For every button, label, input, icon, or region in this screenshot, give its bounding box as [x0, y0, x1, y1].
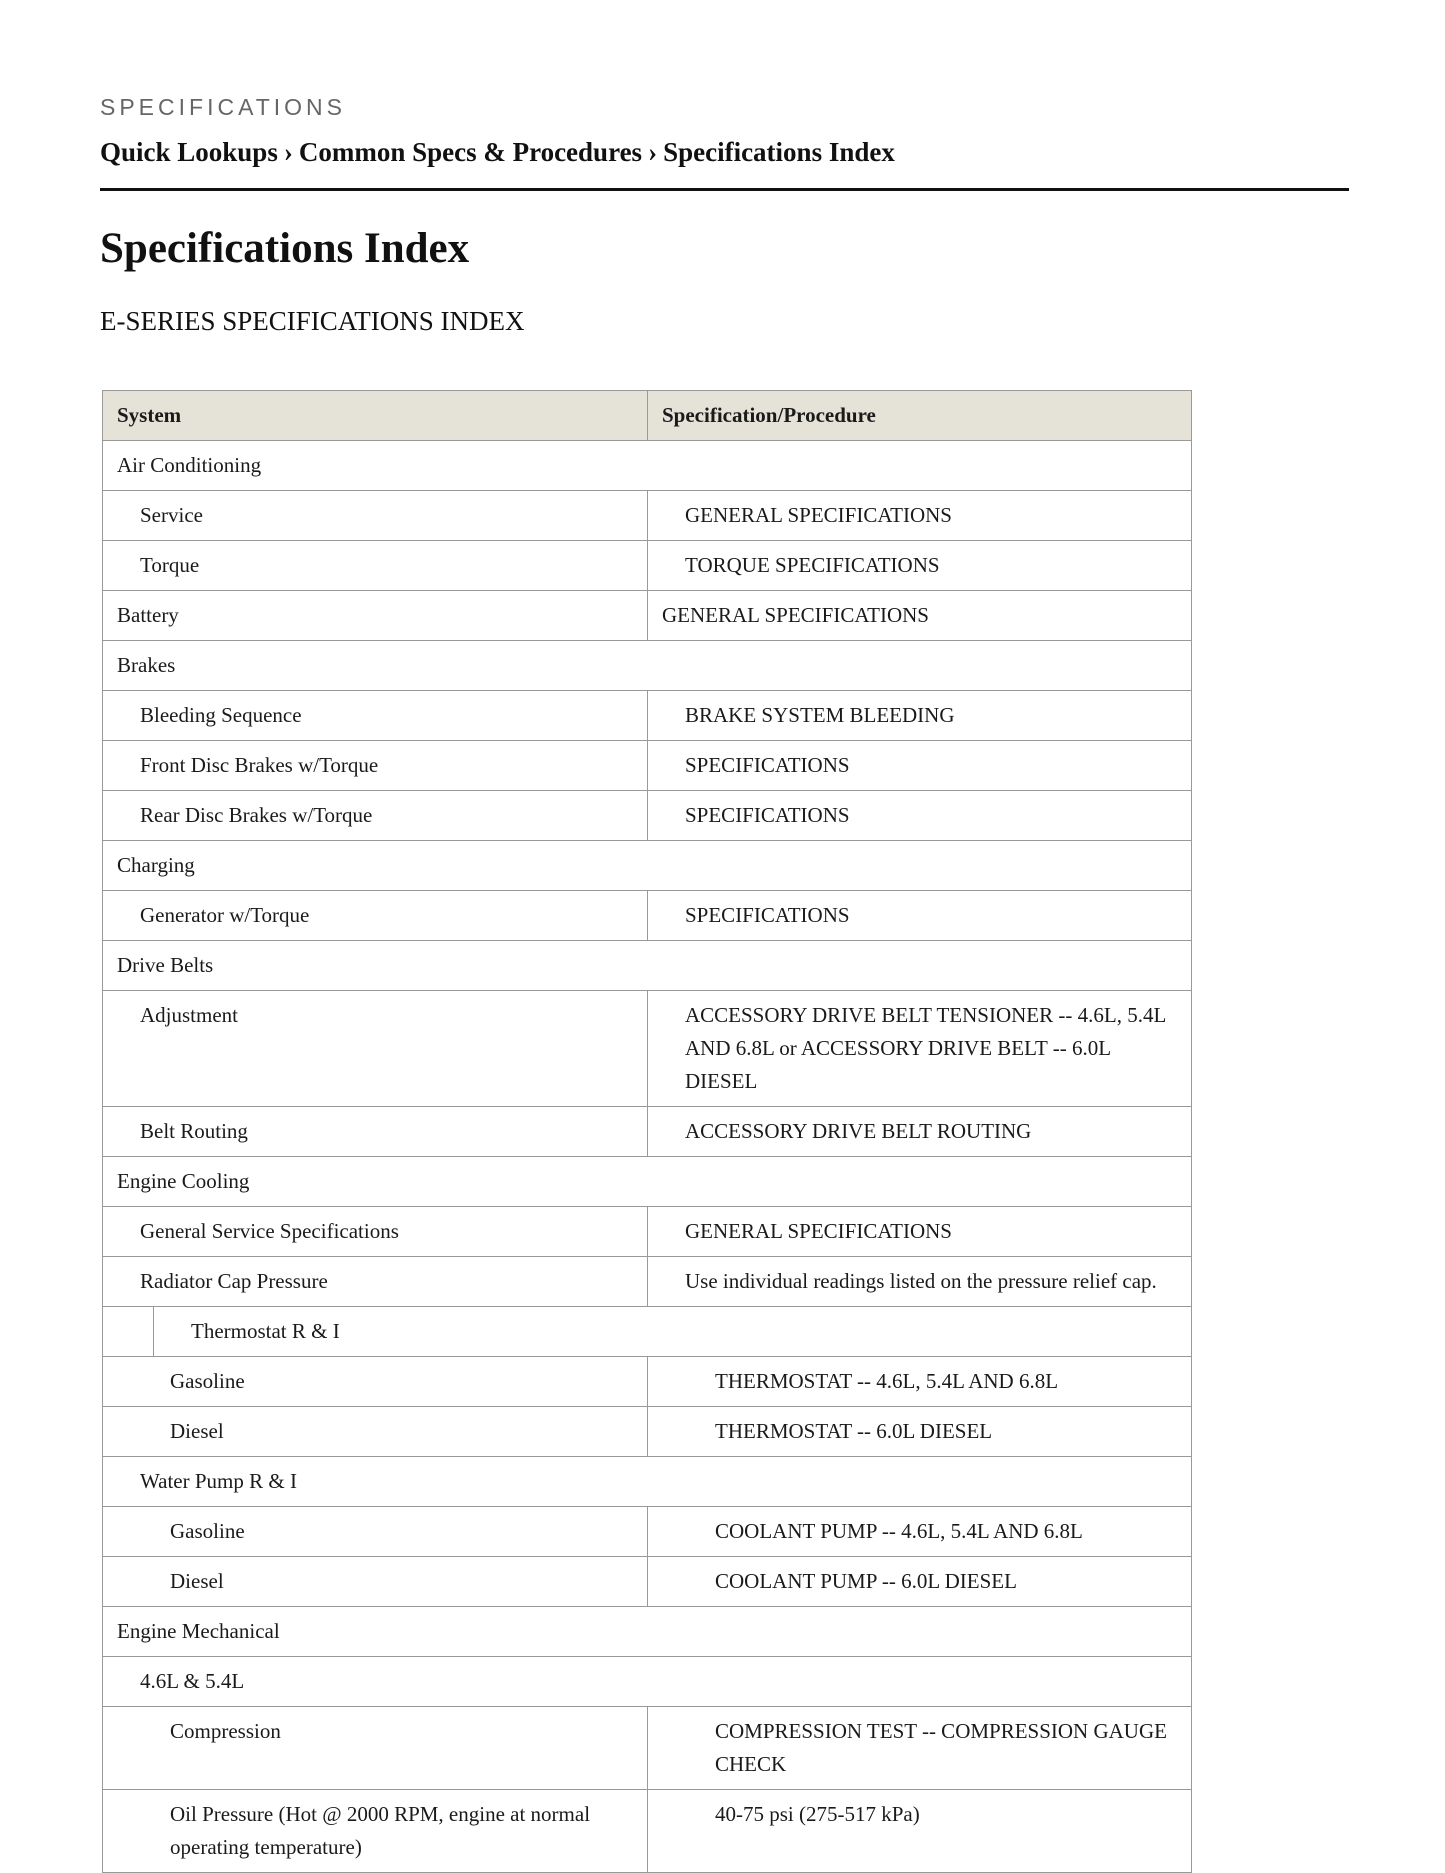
- specification-cell[interactable]: COOLANT PUMP -- 4.6L, 5.4L AND 6.8L: [648, 1507, 1192, 1557]
- table-row: [103, 791, 1192, 841]
- table-row: [103, 1257, 1192, 1307]
- specifications-table: [102, 390, 1192, 1873]
- specification-cell[interactable]: COMPRESSION TEST -- COMPRESSION GAUGE CHECK: [648, 1707, 1192, 1790]
- table-row: [103, 441, 1192, 491]
- column-header-system: System: [103, 391, 648, 441]
- table-row: [103, 1107, 1192, 1157]
- table-row: [103, 1707, 1192, 1790]
- table-row: [103, 591, 1192, 641]
- system-cell: Generator w/Torque: [103, 891, 648, 941]
- specification-cell[interactable]: THERMOSTAT -- 4.6L, 5.4L AND 6.8L: [648, 1357, 1192, 1407]
- group-label: 4.6L & 5.4L: [103, 1657, 1192, 1707]
- table-row: [103, 741, 1192, 791]
- group-label: Engine Mechanical: [103, 1607, 1192, 1657]
- group-label: Water Pump R & I: [103, 1457, 1192, 1507]
- page-title: Specifications Index: [100, 225, 470, 272]
- group-label: Thermostat R & I: [191, 1319, 340, 1343]
- specification-cell[interactable]: SPECIFICATIONS: [648, 791, 1192, 841]
- group-label: Engine Cooling: [103, 1157, 1192, 1207]
- group-label: Drive Belts: [103, 941, 1192, 991]
- table-header-row: [103, 391, 1192, 441]
- specification-cell[interactable]: ACCESSORY DRIVE BELT ROUTING: [648, 1107, 1192, 1157]
- breadcrumb-item-common-specs[interactable]: Common Specs & Procedures: [298, 137, 643, 167]
- specification-cell[interactable]: COOLANT PUMP -- 6.0L DIESEL: [648, 1557, 1192, 1607]
- group-row-cell: [103, 1307, 1192, 1357]
- breadcrumb-separator: ›: [648, 137, 658, 167]
- specification-cell[interactable]: ACCESSORY DRIVE BELT TENSIONER -- 4.6L, 5.4L AND 6.8L or ACCESSORY DRIVE BELT -- 6.0L DIESEL: [648, 991, 1192, 1107]
- table-row: [103, 691, 1192, 741]
- specification-cell[interactable]: GENERAL SPECIFICATIONS: [648, 1207, 1192, 1257]
- table-row: [103, 841, 1192, 891]
- system-cell: Bleeding Sequence: [103, 691, 648, 741]
- table-row: [103, 1207, 1192, 1257]
- system-cell: Gasoline: [103, 1357, 648, 1407]
- specification-cell[interactable]: Use individual readings listed on the pressure relief cap.: [648, 1257, 1192, 1307]
- table-body: [103, 441, 1192, 1873]
- specification-cell[interactable]: BRAKE SYSTEM BLEEDING: [648, 691, 1192, 741]
- table-row: [103, 891, 1192, 941]
- table-row: [103, 541, 1192, 591]
- system-cell: General Service Specifications: [103, 1207, 648, 1257]
- table-row: [103, 1157, 1192, 1207]
- table-row: [103, 1457, 1192, 1507]
- specification-cell[interactable]: TORQUE SPECIFICATIONS: [648, 541, 1192, 591]
- header-divider: [100, 188, 1349, 191]
- table-row: [103, 1657, 1192, 1707]
- specification-cell[interactable]: 40-75 psi (275-517 kPa): [648, 1790, 1192, 1873]
- system-cell: Front Disc Brakes w/Torque: [103, 741, 648, 791]
- system-cell: Gasoline: [103, 1507, 648, 1557]
- system-cell: Adjustment: [103, 991, 648, 1107]
- table-row: [103, 1407, 1192, 1457]
- specification-cell[interactable]: SPECIFICATIONS: [648, 741, 1192, 791]
- table-row: [103, 1790, 1192, 1873]
- group-label: Brakes: [103, 641, 1192, 691]
- breadcrumb: [100, 137, 895, 168]
- table-row: [103, 1607, 1192, 1657]
- table-row: [103, 1557, 1192, 1607]
- system-cell: Diesel: [103, 1557, 648, 1607]
- table-row: [103, 1357, 1192, 1407]
- breadcrumb-item-quick-lookups[interactable]: Quick Lookups: [100, 137, 278, 167]
- breadcrumb-item-specifications-index[interactable]: Specifications Index: [663, 137, 895, 167]
- system-cell: Rear Disc Brakes w/Torque: [103, 791, 648, 841]
- group-label: Charging: [103, 841, 1192, 891]
- nesting-spacer-cell: [103, 1307, 154, 1356]
- system-cell: Torque: [103, 541, 648, 591]
- table-row: [103, 1307, 1192, 1357]
- table-row: [103, 641, 1192, 691]
- system-cell: Service: [103, 491, 648, 541]
- breadcrumb-separator: ›: [283, 137, 293, 167]
- group-label: Air Conditioning: [103, 441, 1192, 491]
- specification-cell[interactable]: SPECIFICATIONS: [648, 891, 1192, 941]
- system-cell: Battery: [103, 591, 648, 641]
- table-row: [103, 1507, 1192, 1557]
- table-row: [103, 491, 1192, 541]
- specification-cell[interactable]: GENERAL SPECIFICATIONS: [648, 491, 1192, 541]
- column-header-specification: Specification/Procedure: [648, 391, 1192, 441]
- specification-cell[interactable]: GENERAL SPECIFICATIONS: [648, 591, 1192, 641]
- section-kicker: SPECIFICATIONS: [100, 94, 346, 120]
- system-cell: Compression: [103, 1707, 648, 1790]
- system-cell: Diesel: [103, 1407, 648, 1457]
- specification-cell[interactable]: THERMOSTAT -- 6.0L DIESEL: [648, 1407, 1192, 1457]
- table-row: [103, 991, 1192, 1107]
- index-subtitle: E-SERIES SPECIFICATIONS INDEX: [100, 306, 525, 336]
- system-cell: Radiator Cap Pressure: [103, 1257, 648, 1307]
- system-cell: Oil Pressure (Hot @ 2000 RPM, engine at normal operating temperature): [103, 1790, 648, 1873]
- system-cell: Belt Routing: [103, 1107, 648, 1157]
- table-row: [103, 941, 1192, 991]
